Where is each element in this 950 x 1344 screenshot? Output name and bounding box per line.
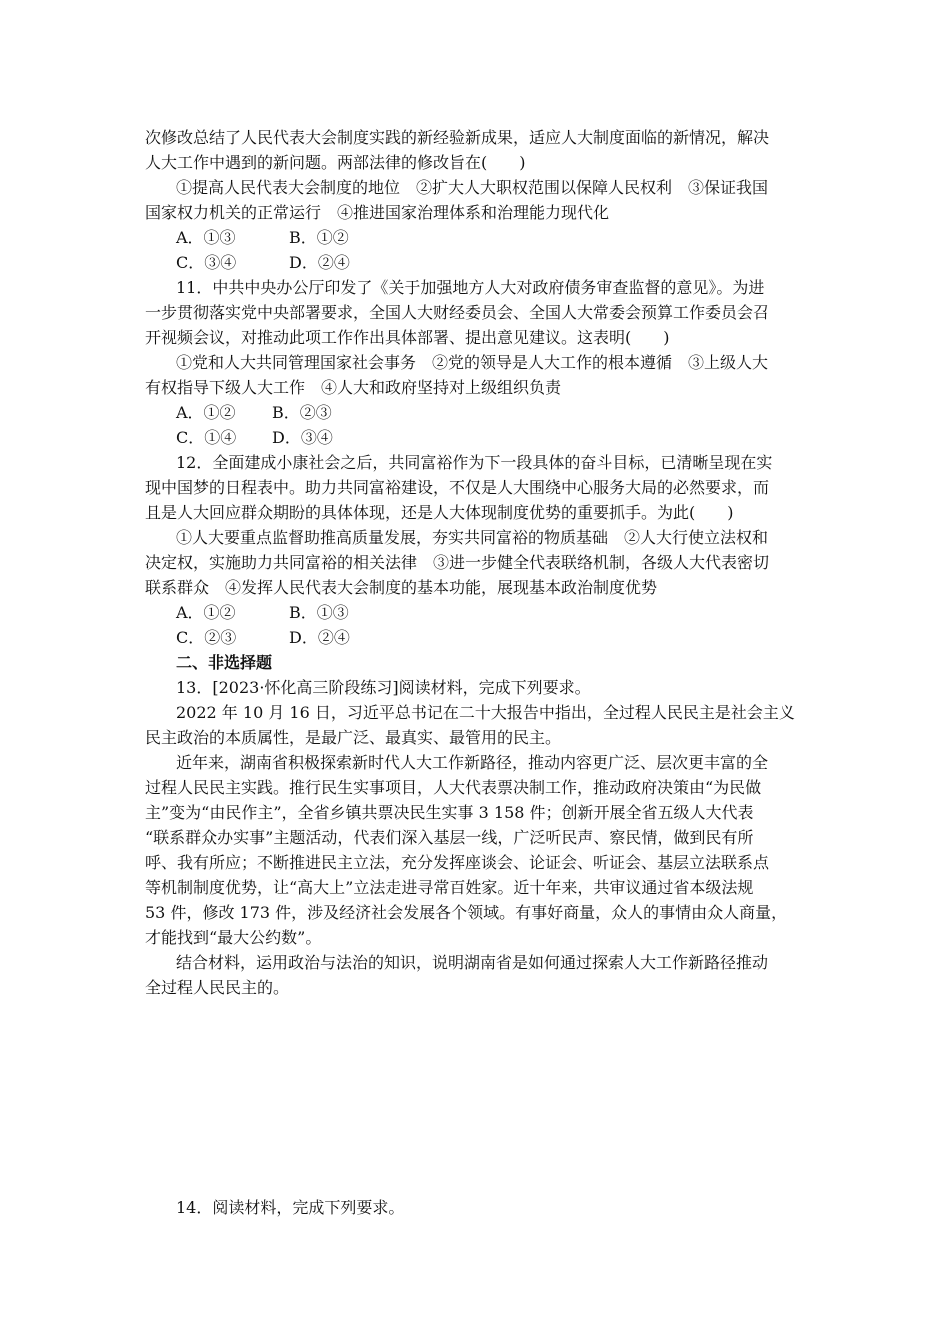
q11-choice-c: C．①④ (176, 428, 237, 447)
q13-requirement-line-1: 结合材料，运用政治与法治的知识，说明湖南省是如何通过探索人大工作新路径推动 (176, 953, 769, 972)
q13-material-1-line-1: 2022 年 10 月 16 日，习近平总书记在二十大报告中指出，全过程人民民主是社会主义 (176, 703, 795, 722)
q10-choice-d: D．②④ (289, 253, 350, 272)
q10-statements-line-2: 国家权力机关的正常运行 ④推进国家治理体系和治理能力现代化 (145, 203, 610, 222)
q12-stem-line-1: 12．全面建成小康社会之后，共同富裕作为下一段具体的奋斗目标，已清晰呈现在实 (176, 453, 773, 472)
q11-choice-b: B．②③ (272, 403, 332, 422)
q11-choice-a: A．①② (176, 403, 236, 422)
q11-statements-line-1: ①党和人大共同管理国家社会事务 ②党的领导是人大工作的根本遵循 ③上级人大 (176, 353, 769, 372)
q13-material-2-line-8: 才能找到“最大公约数”。 (145, 928, 322, 947)
q12-choice-b: B．①③ (289, 603, 349, 622)
q13-requirement-line-2: 全过程人民民主的。 (145, 978, 290, 997)
q13-material-2-line-7: 53 件，修改 173 件，涉及经济社会发展各个领域。有事好商量，众人的事情由众人商量， (145, 903, 788, 922)
q11-stem-line-1: 11．中共中央办公厅印发了《关于加强地方人大对政府债务审查监督的意见》。为进 (176, 278, 765, 297)
q10-stem-line-2: 人大工作中遇到的新问题。两部法律的修改旨在( ) (145, 153, 526, 172)
q12-statements-line-1: ①人大要重点监督助推高质量发展，夯实共同富裕的物质基础 ②人大行使立法权和 (176, 528, 769, 547)
q11-choices-row-2 (0, 428, 950, 450)
q13-material-1-line-2: 民主政治的本质属性，是最广泛、最真实、最管用的民主。 (145, 728, 562, 747)
q12-choices-row-2 (0, 628, 950, 650)
q11-stem-line-3: 开视频会议，对推动此项工作作出具体部署、提出意见建议。这表明( ) (145, 328, 670, 347)
section-heading: 二、非选择题 (176, 653, 273, 672)
q12-choice-c: C．②③ (176, 628, 237, 647)
q13-material-2-line-2: 过程人民民主实践。推行民生实事项目，人大代表票决制工作，推动政府决策由“为民做 (145, 778, 762, 797)
q10-stem-line-1: 次修改总结了人民代表大会制度实践的新经验新成果，适应人大制度面临的新情况，解决 (145, 128, 770, 147)
q14-stem: 14．阅读材料，完成下列要求。 (176, 1198, 405, 1217)
q12-statements-line-3: 联系群众 ④发挥人民代表大会制度的基本功能，展现基本政治制度优势 (145, 578, 658, 597)
q10-choice-b: B．①② (289, 228, 349, 247)
q12-stem-line-2: 现中国梦的日程表中。助力共同富裕建设，不仅是人大围绕中心服务大局的必然要求，而 (145, 478, 770, 497)
q11-choice-d: D．③④ (272, 428, 333, 447)
q11-statements-line-2: 有权指导下级人大工作 ④人大和政府坚持对上级组织负责 (145, 378, 562, 397)
q13-material-2-line-4: “联系群众办实事”主题活动，代表们深入基层一线，广泛听民声、察民情，做到民有所 (145, 828, 754, 847)
q13-material-2-line-6: 等机制制度优势，让“高大上”立法走进寻常百姓家。近十年来，共审议通过省本级法规 (145, 878, 754, 897)
q12-stem-line-3: 且是人大回应群众期盼的具体体现，还是人大体现制度优势的重要抓手。为此( ) (145, 503, 734, 522)
q13-material-2-line-1: 近年来，湖南省积极探索新时代人大工作新路径，推动内容更广泛、层次更丰富的全 (176, 753, 769, 772)
q11-choices-row-1 (0, 403, 950, 425)
q10-choice-a: A．①③ (176, 228, 236, 247)
answer-space (145, 1005, 810, 1190)
q10-choice-c: C．③④ (176, 253, 237, 272)
q12-choice-a: A．①② (176, 603, 236, 622)
q13-material-2-line-5: 呼、我有所应；不断推进民主立法，充分发挥座谈会、论证会、听证会、基层立法联系点 (145, 853, 770, 872)
q11-stem-line-2: 一步贯彻落实党中央部署要求，全国人大财经委员会、全国人大常委会预算工作委员会召 (145, 303, 770, 322)
q12-statements-line-2: 决定权，实施助力共同富裕的相关法律 ③进一步健全代表联络机制，各级人大代表密切 (145, 553, 770, 572)
q12-choices-row-1 (0, 603, 950, 625)
q10-choices-row-2 (0, 253, 950, 275)
q10-statements-line-1: ①提高人民代表大会制度的地位 ②扩大人大职权范围以保障人民权利 ③保证我国 (176, 178, 769, 197)
q13-material-2-line-3: 主”变为“由民作主”，全省乡镇共票决民生实事 3 158 件；创新开展全省五级人大代表 (145, 803, 754, 822)
q10-choices-row-1 (0, 228, 950, 250)
q12-choice-d: D．②④ (289, 628, 350, 647)
q13-stem: 13．[2023·怀化高三阶段练习]阅读材料，完成下列要求。 (176, 678, 591, 697)
